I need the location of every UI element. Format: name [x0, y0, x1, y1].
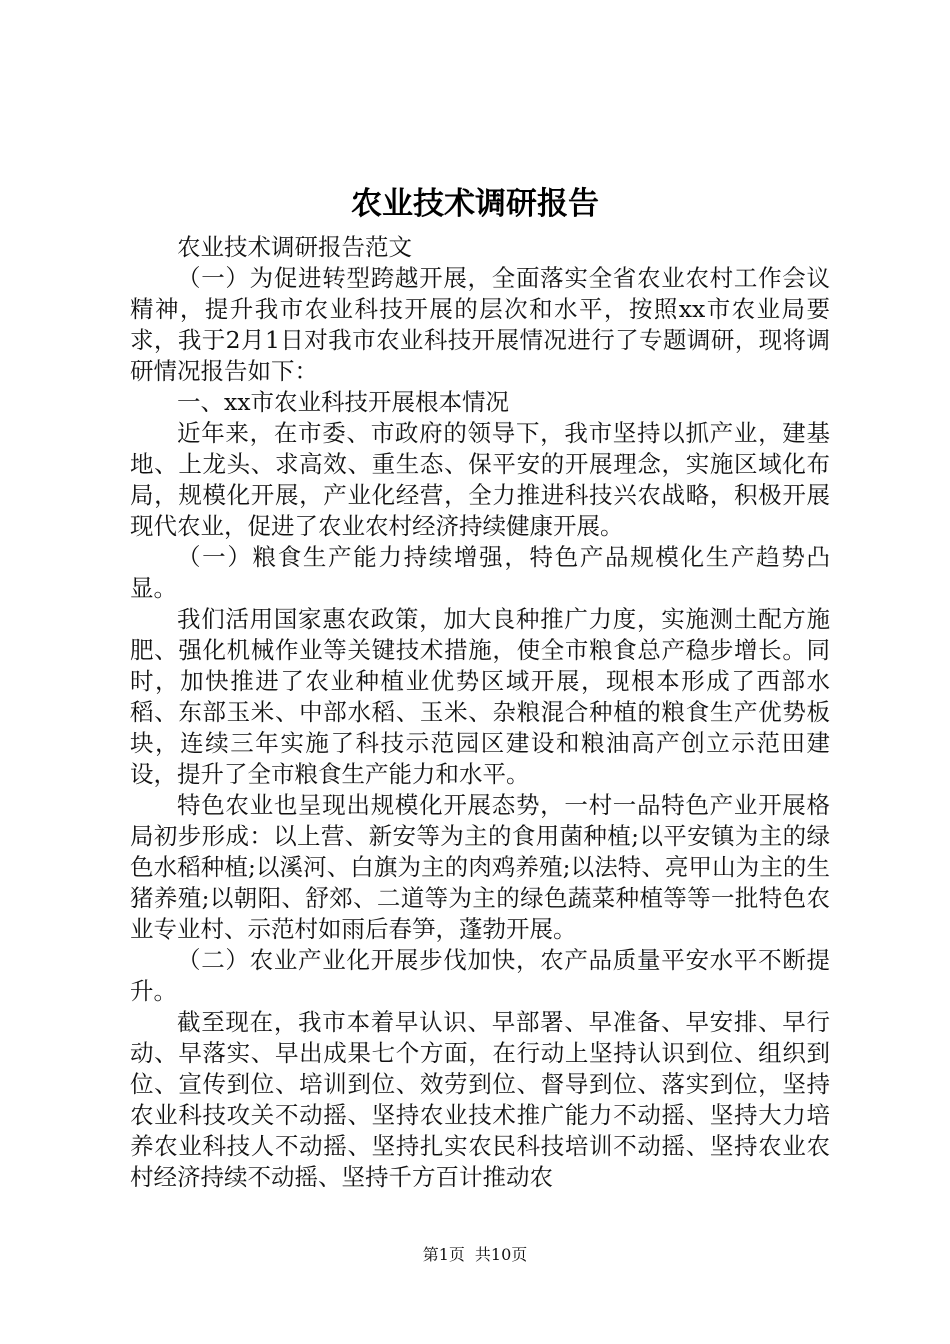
- paragraph: 近年来，在市委、市政府的领导下，我市坚持以抓产业，建基地、上龙头、求高效、重生态、保平安的开展理念，实施区域化布局，规模化开展，产业化经营，全力推进科技兴农战略，积极开展现代农业，促进了农业农村经济持续健康开展。: [130, 419, 830, 540]
- document-body: [130, 232, 830, 1193]
- section-heading: 一、xx市农业科技开展根本情况: [177, 388, 510, 416]
- page-footer: [0, 1244, 950, 1266]
- document-title: 农业技术调研报告: [351, 186, 599, 222]
- paragraph: 截至现在，我市本着早认识、早部署、早准备、早安排、早行动、早落实、早出成果七个方面，在行动上坚持认识到位、组织到位、宣传到位、培训到位、效劳到位、督导到位、落实到位，坚持农业科技攻关不动摇、坚持农业技术推广能力不动摇、坚持大力培养农业科技人不动摇、坚持扎实农民科技培训不动摇、坚持农业农村经济持续不动摇、坚持千方百计推动农: [130, 1008, 830, 1191]
- subsection-heading: （一）粮食生产能力持续增强，特色产品规模化生产趋势凸显。: [130, 543, 830, 602]
- paragraph-intro: （一）为促进转型跨越开展，全面落实全省农业农村工作会议精神，提升我市农业科技开展的层次和水平，按照xx市农业局要求，我于2月1日对我市农业科技开展情况进行了专题调研，现将调研情况报告如下：: [130, 264, 830, 385]
- paragraph: 我们活用国家惠农政策，加大良种推广力度，实施测土配方施肥、强化机械作业等关键技术措施，使全市粮食总产稳步增长。同时，加快推进了农业种植业优势区域开展，现根本形成了西部水稻、东部玉米、中部水稻、玉米、杂粮混合种植的粮食生产优势板块，连续三年实施了科技示范园区建设和粮油高产创立示范田建设，提升了全市粮食生产能力和水平。: [130, 605, 830, 788]
- paragraph: 特色农业也呈现出规模化开展态势，一村一品特色产业开展格局初步形成：以上营、新安等为主的食用菌种植;以平安镇为主的绿色水稻种植;以溪河、白旗为主的肉鸡养殖;以法特、亮甲山为主的生猪养殖;以朝阳、舒郊、二道等为主的绿色蔬菜种植等等一批特色农业专业村、示范村如雨后春笋，蓬勃开展。: [130, 791, 830, 943]
- subsection-heading: （二）农业产业化开展步伐加快，农产品质量平安水平不断提升。: [130, 946, 830, 1005]
- page-number: 第1页: [422, 1245, 465, 1264]
- page-total: 共10页: [474, 1245, 528, 1264]
- paragraph-subtitle: 农业技术调研报告范文: [177, 233, 412, 261]
